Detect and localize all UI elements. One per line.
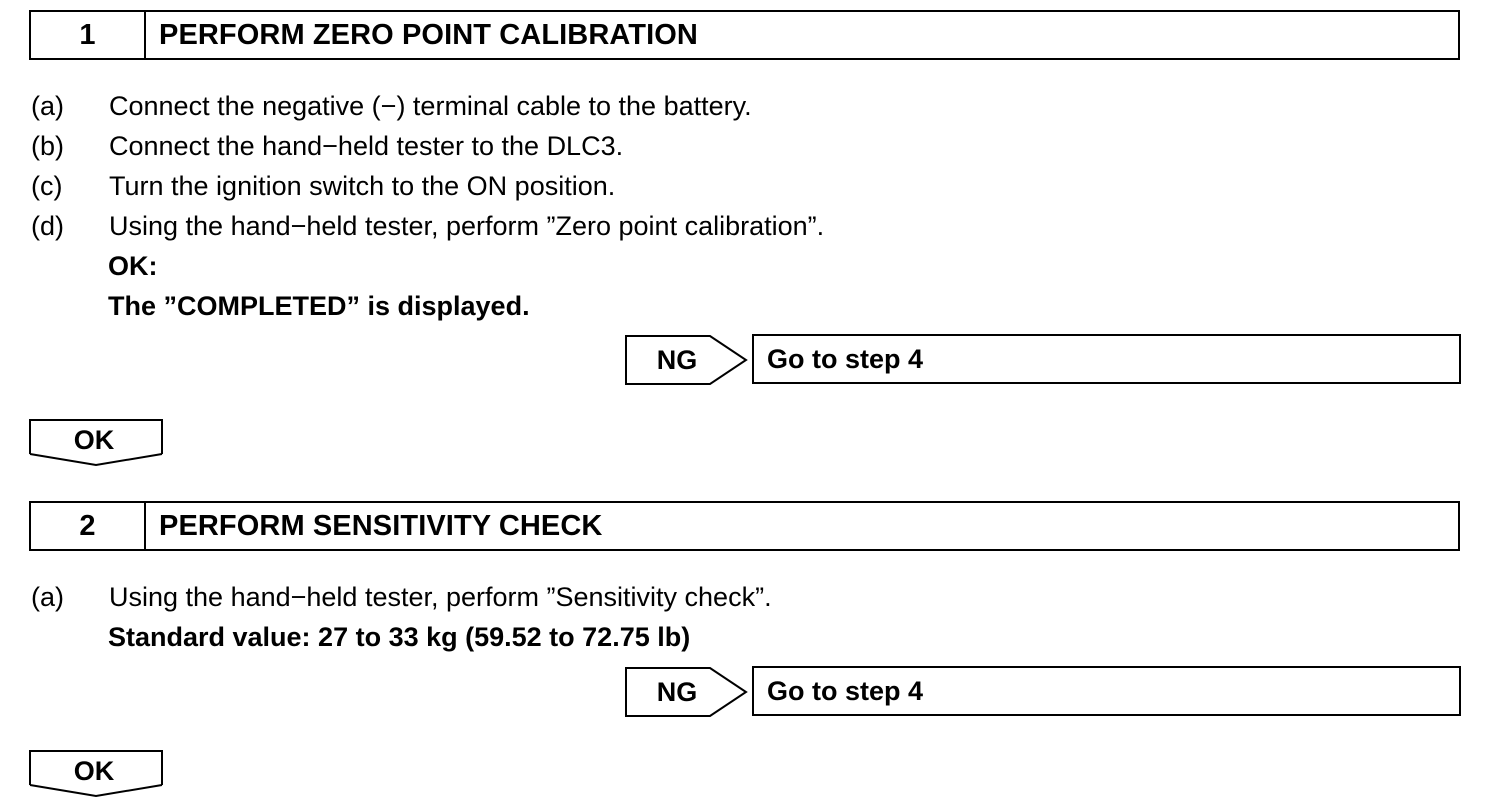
list-item <box>31 171 615 201</box>
item-label: (a) <box>31 91 64 121</box>
step-1-header <box>29 10 1460 60</box>
ok-continue-button[interactable] <box>28 749 166 801</box>
ok-label: OK <box>73 424 115 455</box>
list-item <box>31 211 824 241</box>
item-text: Connect the hand−held tester to the DLC3. <box>109 131 624 161</box>
step-title: PERFORM SENSITIVITY CHECK <box>159 509 603 542</box>
list-item <box>31 131 623 161</box>
item-label: (b) <box>31 131 64 161</box>
ng-target-link[interactable]: Go to step 4 <box>752 666 1461 716</box>
ok-label: OK <box>73 755 115 786</box>
item-label: (c) <box>31 171 63 201</box>
ng-branch[interactable] <box>624 666 1462 718</box>
item-text: Using the hand−held tester, perform ”Sensitivity check”. <box>109 582 772 612</box>
step-title: PERFORM ZERO POINT CALIBRATION <box>159 18 698 51</box>
item-text: Using the hand−held tester, perform ”Zero point calibration”. <box>109 211 825 241</box>
ok-criteria-heading: OK: <box>108 251 158 281</box>
step-number: 2 <box>31 503 146 549</box>
ok-criteria-text: The ”COMPLETED” is displayed. <box>108 291 530 321</box>
item-label: (a) <box>31 582 64 612</box>
list-item <box>31 91 752 121</box>
item-text: Connect the negative (−) terminal cable to the battery. <box>109 91 752 121</box>
step-2-header <box>29 501 1460 551</box>
list-item <box>31 582 772 612</box>
ng-branch[interactable] <box>624 334 1462 386</box>
ng-target-link[interactable]: Go to step 4 <box>752 334 1461 384</box>
ng-label: NG <box>656 344 698 375</box>
ng-label: NG <box>656 676 698 707</box>
item-label: (d) <box>31 211 64 241</box>
step-number: 1 <box>31 12 146 58</box>
standard-value: Standard value: 27 to 33 kg (59.52 to 72.75 lb) <box>108 622 691 652</box>
ok-continue-button[interactable] <box>28 418 166 470</box>
item-text: Turn the ignition switch to the ON position. <box>109 171 616 201</box>
